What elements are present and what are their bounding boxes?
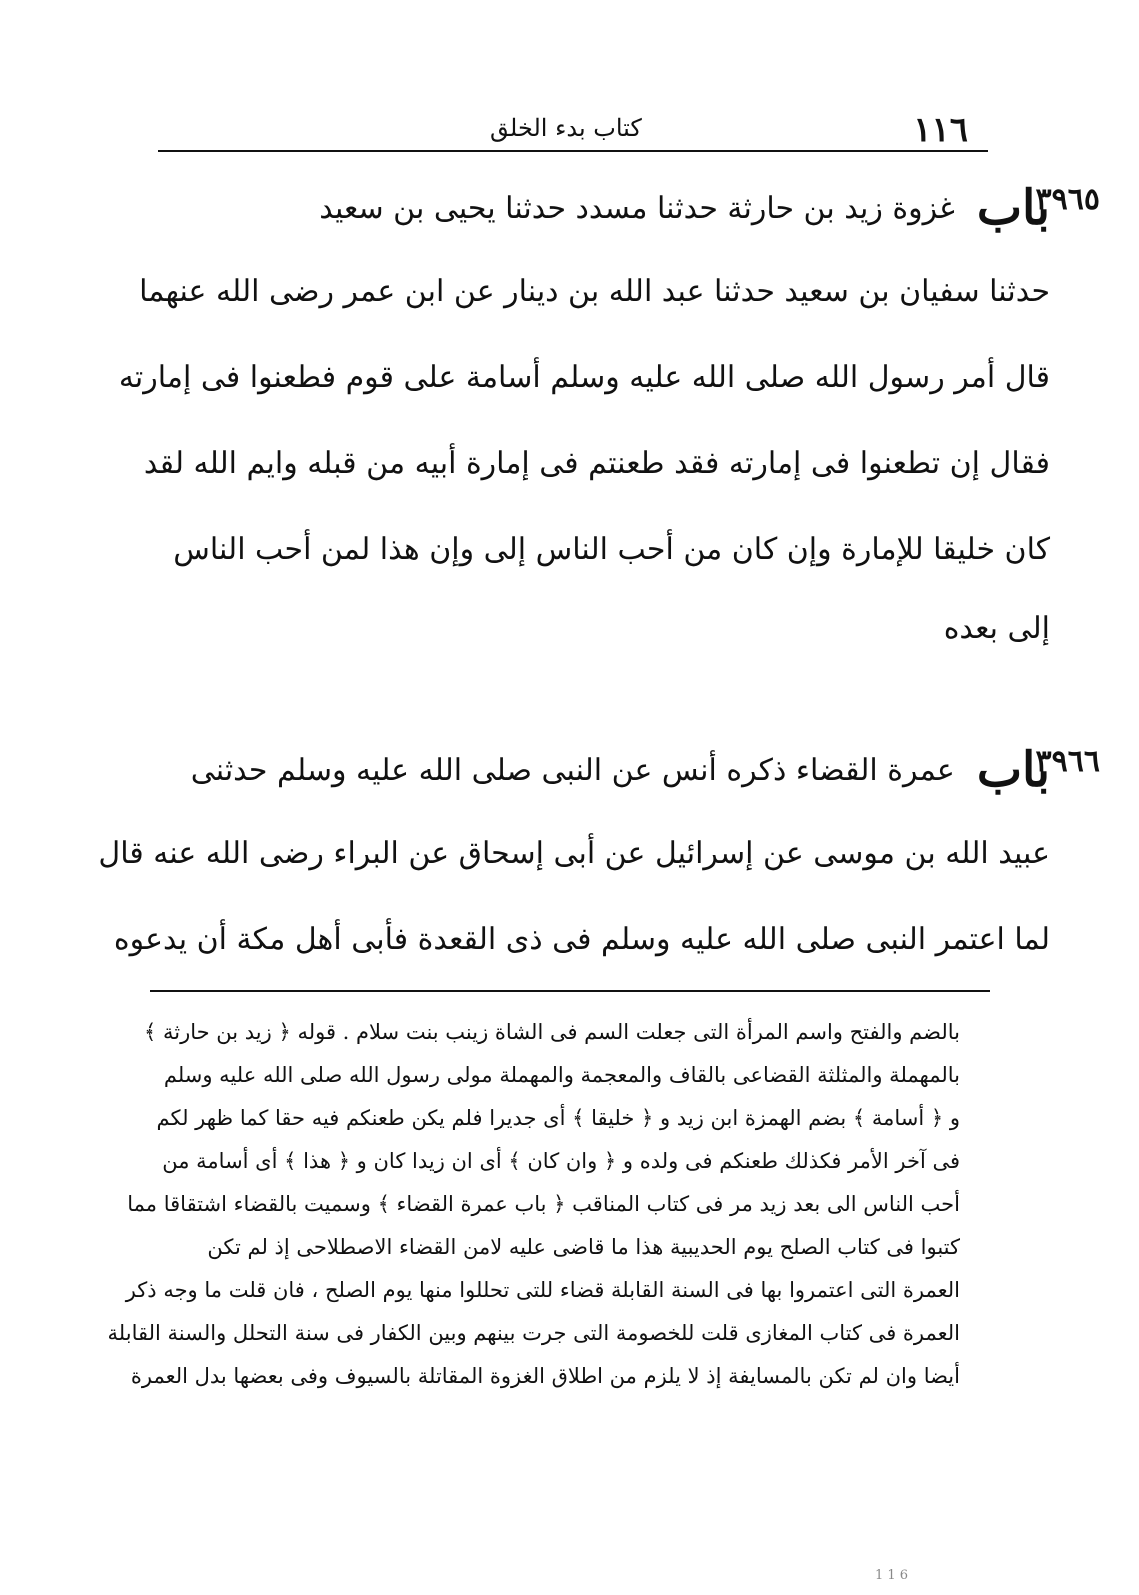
footnote-line: بالمهملة والمثلثة القضاعى بالقاف والمعجمة والمهملة مولى رسول الله صلى الله عليه وسلم	[163, 1062, 960, 1087]
hadith-line: إلى بعده	[943, 610, 1050, 646]
hadith-block-3965	[118, 168, 1100, 664]
bottom-mark: 1 1 6	[875, 1568, 909, 1583]
footnote-line: أيضا وان لم تكن بالمسايفة إذ لا يلزم من اطلاق الغزوة المقاتلة بالسيوف وفى بعضها بدل العمرة	[130, 1363, 960, 1388]
chapter-title: عمرة القضاء ذكره أنس عن النبى صلى الله عليه وسلم حدثنى	[190, 752, 955, 788]
chapter-heading	[150, 168, 1050, 248]
footnote-line: فى آخر الأمر فكذلك طعنكم فى ولده و ﴿ وان كان ﴾ أى ان زيدا كان و ﴿ هذا ﴾ أى أسامة من	[162, 1148, 960, 1173]
bab-label: باب	[976, 180, 1050, 236]
hadith-line: كان خليقا للإمارة وإن كان من أحب الناس إلى وإن هذا لمن أحب الناس	[173, 531, 1050, 567]
hadith-number: ٣٩٦٦	[1035, 744, 1100, 779]
hadith-number: ٣٩٦٥	[1035, 182, 1100, 217]
bab-label: باب	[976, 742, 1050, 798]
page-number: ١١٦	[913, 110, 968, 150]
chapter-title: غزوة زيد بن حارثة حدثنا مسدد حدثنا يحيى بن سعيد	[319, 190, 955, 226]
hadith-block-3966	[98, 730, 1100, 982]
running-title: كتاب بدء الخلق	[490, 114, 642, 142]
footnote-line: و ﴿ أسامة ﴾ بضم الهمزة ابن زيد و ﴿ خليقا ﴾ أى جديرا فلم يكن طعنكم فيه حقا كما ظهر لكم	[156, 1105, 960, 1130]
footnote-line: العمرة التى اعتمروا بها فى السنة القابلة قضاء للتى تحللوا منها يوم الصلح ، فان قلت ما وجه ذكر	[125, 1277, 960, 1302]
footnote-line: العمرة فى كتاب المغازى قلت للخصومة التى جرت بينهم وبين الكفار فى سنة التحلل والسنة القابلة	[107, 1320, 960, 1345]
hadith-line: عبيد الله بن موسى عن إسرائيل عن أبى إسحاق عن البراء رضى الله عنه قال	[98, 835, 1050, 871]
page-header	[160, 108, 990, 154]
hadith-line: حدثنا سفيان بن سعيد حدثنا عبد الله بن دينار عن ابن عمر رضى الله عنهما	[139, 273, 1050, 309]
chapter-heading	[150, 730, 1050, 810]
hadith-line: فقال إن تطعنوا فى إمارته فقد طعنتم فى إمارة أبيه من قبله وايم الله لقد	[143, 445, 1050, 481]
hadith-line: لما اعتمر النبى صلى الله عليه وسلم فى ذى القعدة فأبى أهل مكة أن يدعوه	[113, 921, 1050, 957]
header-rule	[158, 150, 988, 152]
footnotes	[107, 1010, 960, 1397]
footnote-line: أحب الناس الى بعد زيد مر فى كتاب المناقب ﴿ باب عمرة القضاء ﴾ وسميت بالقضاء اشتقاقا مما	[127, 1191, 960, 1216]
footnote-rule	[150, 990, 990, 992]
footnote-line: بالضم والفتح واسم المرأة التى جعلت السم فى الشاة زينب بنت سلام . قوله ﴿ زيد بن حارثة ﴾	[144, 1019, 960, 1044]
footnote-line: كتبوا فى كتاب الصلح يوم الحديبية هذا ما قاضى عليه لامن القضاء الاصطلاحى إذ لم تكن	[207, 1234, 960, 1259]
hadith-line: قال أمر رسول الله صلى الله عليه وسلم أسامة على قوم فطعنوا فى إمارته	[118, 359, 1050, 395]
